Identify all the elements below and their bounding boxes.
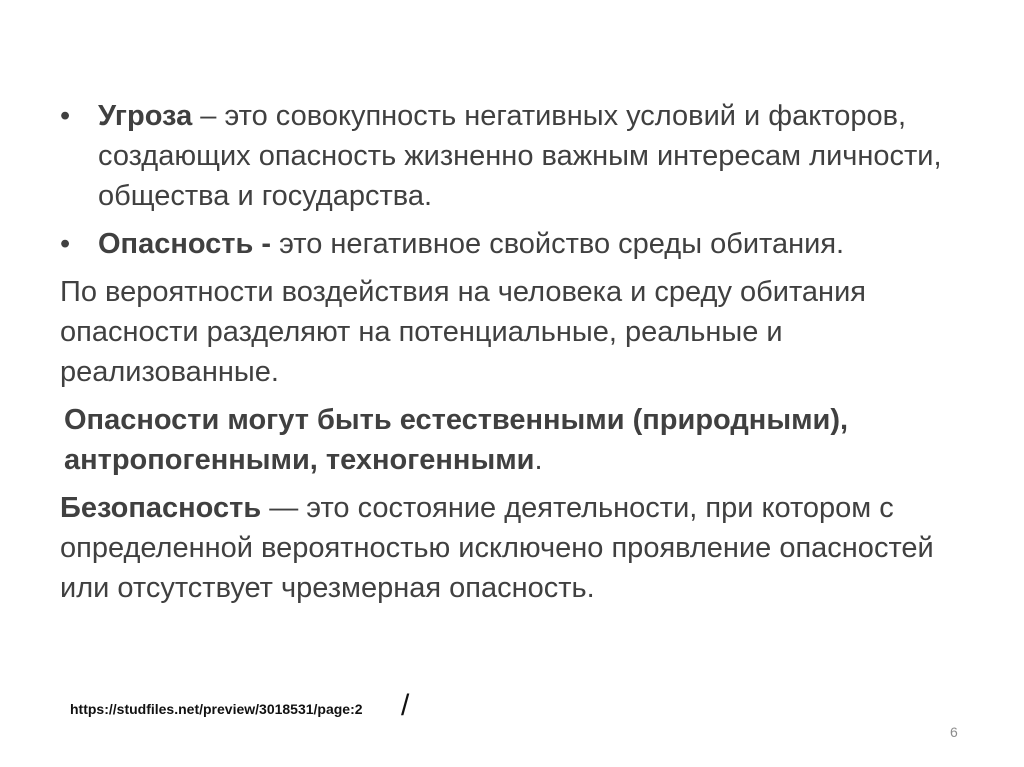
slide-content bbox=[60, 96, 980, 616]
term-threat: Угроза bbox=[98, 100, 193, 132]
danger-types-tail: . bbox=[534, 444, 543, 476]
definition-threat: – это совокупность негативных условий и факторов, создающих опасность жизненно важным интересам личности, общества и государства. bbox=[98, 100, 942, 212]
term-safety: Безопасность bbox=[60, 492, 262, 524]
danger-types-text: Опасности могут быть естественными (природными), антропогенными, техногенными bbox=[64, 404, 849, 476]
source-link[interactable]: https://studfiles.net/preview/3018531/page:2 bbox=[70, 701, 363, 717]
bullet-glyph: • bbox=[60, 100, 71, 132]
slash-mark: / bbox=[401, 689, 410, 722]
paragraph-safety bbox=[60, 488, 980, 608]
term-danger: Опасность - bbox=[98, 228, 272, 260]
definition-danger: это негативное свойство среды обитания. bbox=[271, 228, 845, 260]
paragraph-danger-types bbox=[60, 400, 980, 480]
paragraph-probability: По вероятности воздействия на человека и среду обитания опасности разделяют на потенциальные, реальные и реализованные. bbox=[60, 276, 866, 388]
definition-safety: — это состояние деятельности, при котором с определенной вероятностью исключено проявление опасностей или отсутствует чрезмерная опасность. bbox=[60, 492, 934, 604]
page-number: 6 bbox=[950, 724, 958, 740]
bullet-item-danger bbox=[60, 224, 980, 264]
bullet-glyph: • bbox=[60, 228, 71, 260]
bullet-item-threat bbox=[60, 96, 980, 216]
